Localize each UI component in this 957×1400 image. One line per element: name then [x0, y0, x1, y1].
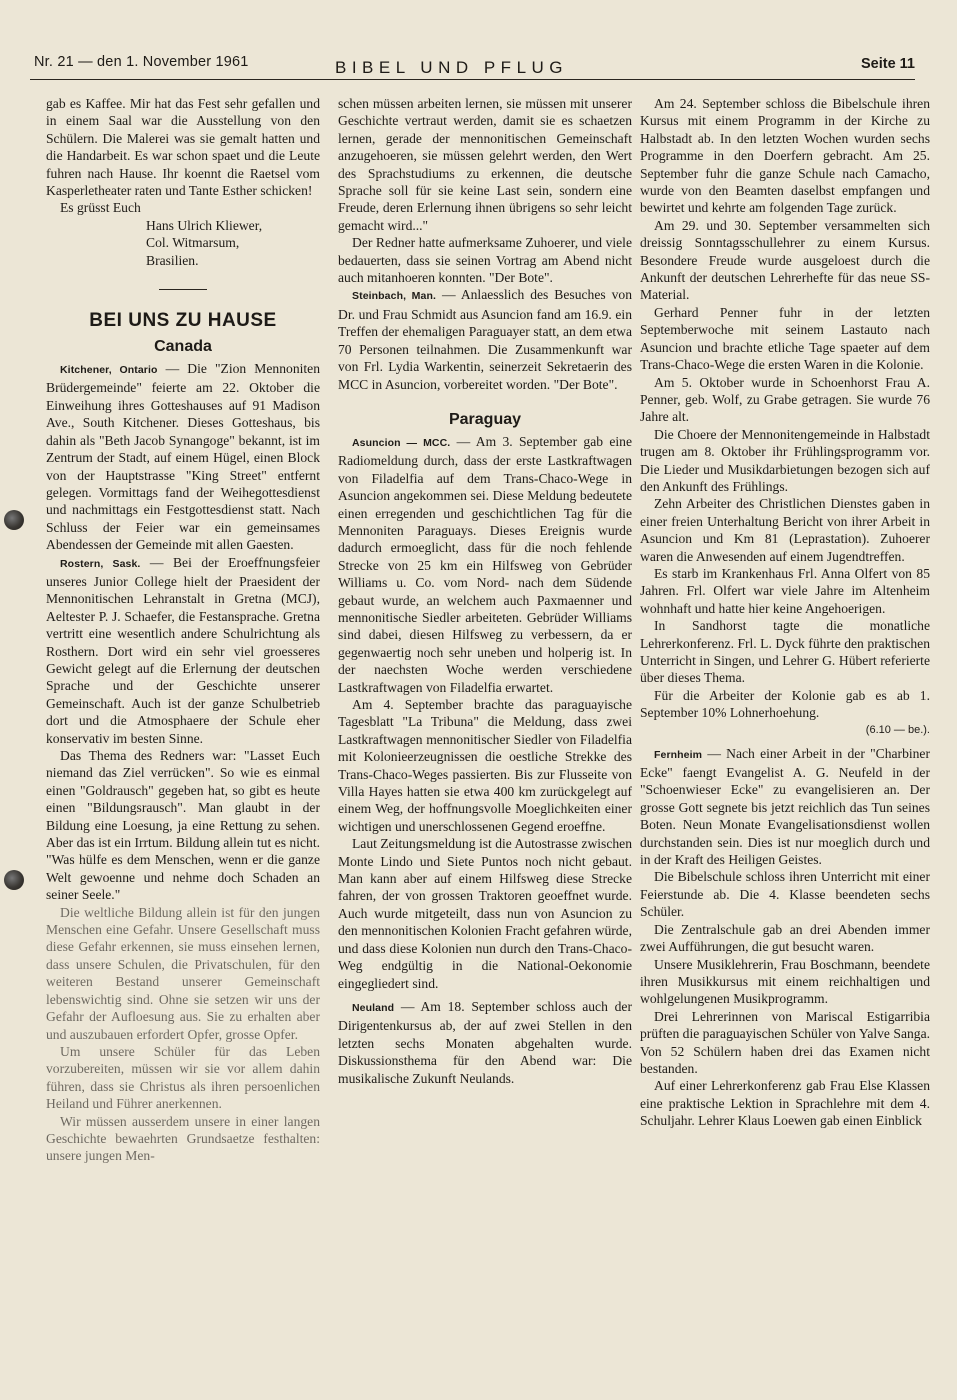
- region-heading-canada: Canada: [154, 338, 212, 356]
- article-kitchener: [46, 360, 320, 553]
- paragraph: Unsere Musiklehrerin, Frau Boschmann, beendete ihren Musikkursus mit einem reichhaltigen und wohlgelungenen Musikprogramm.: [640, 956, 930, 1007]
- dateline-neuland: Neuland: [352, 1001, 395, 1014]
- source-credit: (6.10 — be.).: [865, 723, 930, 736]
- paragraph: Am 5. Oktober wurde in Schoenhorst Frau A. Penner, geb. Wolf, zu Grabe getragen. Sie wurde 76 Jahre alt.: [640, 374, 930, 425]
- dateline-asuncion: Asuncion — MCC.: [352, 436, 451, 449]
- column-2: [338, 95, 632, 1390]
- paragraph: Wir müssen ausserdem unsere in einer langen Geschichte bewaehrten Grundsaetze festhalten: unsere jungen Men-: [46, 1113, 320, 1164]
- paragraph: Um unsere Schüler für das Leben vorzubereiten, müssen wir sie vor allem dahin führen, dass sie Christus als ihren persoenlichen Heiland und Führer anerkennen.: [46, 1043, 320, 1112]
- dateline-steinbach: Steinbach, Man.: [352, 290, 437, 303]
- paragraph: Auf einer Lehrerkonferenz gab Frau Else Klassen eine praktische Lektion in Sprachlehre mit dem 4. Schuljahr. Lehrer Klaus Loewen gab einen Einblick: [640, 1078, 930, 1129]
- page-number: Seite 11: [860, 56, 915, 72]
- article-neuland-text: — Am 18. September schloss auch der Dirigentenkursus ab, der auf zwei Stellen in den letzten sechs Monaten abgehalten wurde. Diskussionsthema für den Abend war: Die musikalische Zukunft Neulands.: [338, 998, 632, 1086]
- paragraph: Für die Arbeiter der Kolonie gab es ab 1. September 10% Lohnerhoehung.: [640, 687, 930, 721]
- article-steinbach-text: — Anlaesslich des Besuches von Dr. und Frau Schmidt aus Asuncion fand am 16.9. ein Treffen der ehemaligen Paraguayer statt, an dem etwa 70 Personen teilnahmen. Die Zusammenkunft war von Frl. Lydia Warkentin, seinerzeit Sekretaerin des MCC in Asuncion, vorbereitet worden. "Der Bote".: [338, 287, 632, 392]
- dateline-kitchener: Kitchener, Ontario: [60, 364, 158, 377]
- paragraph: Das Thema des Redners war: "Lasset Euch niemand das Ziel verrücken". So wie es einmal einen "Goldrausch" gegeben hat, so gibt es heute einen "Bildungsrausch". Man glaubt in der Bildung eine Loesung, ja eine Rettung zu sehen. Aber das ist ein Irrtum. Bildung allein tut es nicht. "Was hülfe es dem Menschen, wenn er die ganze Welt gewoenne und nehme doch Schaden an seiner Seele.": [46, 748, 320, 903]
- article-rosthern-text: — Bei der Eroeffnungsfeier unseres Junior College hielt der Praesident der Mennonitischen Lehranstalt in Gretna (MCJ), Aeltester P. J. Schaefer, die Festansprache. Gretna vertritt eine wesentlich andere Schulrichtung als Rosthern. Dort wird ein sehr viel groesseres Gewicht gelegt auf die Erlernung der deutschen Sprache und der Geschichte unserer Gemeinschaft. Auch ist der ganze Schulbetrieb dort und die Atmosphaere der Schule eher konservativ im besten Sinne.: [46, 554, 320, 746]
- article-steinbach: [338, 286, 632, 392]
- paragraph: Die weltliche Bildung allein ist für den jungen Menschen eine Gefahr. Unsere Gesellschaft muss diese Gefahr erkennen, sie muss einsehen lernen, dass unsere Schulen, die Privatschulen, für den weiteren Bestand unserer Gemeinschaft lebenswichtig sind. Ohne sie setzen wir uns der Gefahr der Aufloesung aus. Sie zu erhalten aber und auszubauen erfordert Opfer, grosse Opfer.: [46, 904, 320, 1042]
- paragraph: Am 4. September brachte das paraguayische Tagesblatt "La Tribuna" die Meldung, dass zwei Lastkraftwagen mennonitischer Siedler von Filadelfia mit Kolonieerzeugnissen die oestliche Strekke des Trans-Chaco-Weges passierten. Bis zur Flusseite von Villa Hayes hatten sie etwa 400 km zurückgelegt auf einem Weg, der hoffnungsvolle Moeglichkeiten einer wichtigen und unerschlossenen Gegend eroeffne.: [338, 697, 632, 834]
- article-asuncion: [338, 433, 632, 696]
- paragraph: Die Choere der Mennonitengemeinde in Halbstadt trugen am 8. Oktober ihr Frühlingsprogramm vor. Die Lieder und Musikdarbietungen bezogen sich auf den Ankunft des Frühlings.: [640, 426, 930, 494]
- letter-greeting: Es grüsst Euch: [60, 200, 141, 216]
- punch-hole-icon: [4, 870, 24, 890]
- paragraph: Es starb im Krankenhaus Frl. Anna Olfert von 85 Jahren. Frl. Olfert war viele Jahre im Altenheim wohnhaft und hatte hier keine Angehoerigen.: [640, 565, 930, 616]
- dateline-rosthern: Rostern, Sask.: [60, 557, 141, 570]
- signature-place: Col. Witmarsum,: [146, 235, 240, 251]
- punch-hole-icon: [4, 510, 24, 530]
- article-neuland: [338, 998, 632, 1087]
- paragraph: Am 29. und 30. September versammelten sich dreissig Sonntagsschullehrer zu einem Kursus. Besondere Freude wurde ausgeloest durch die Ankunft der deutschen Lehrerhefte für das neue SS-Material.: [640, 217, 930, 303]
- paragraph: Gerhard Penner fuhr in der letzten Septemberwoche mit seinem Lastauto nach Asuncion und brachte etliche Tage spaeter auf dem Trans-Chaco-Wege die ersten Waren in die Kolonie.: [640, 304, 930, 373]
- paragraph: Zehn Arbeiter des Christlichen Dienstes gaben in einer freien Unterhaltung Bericht von ihrer Arbeit in Asuncion und Km 81 (Leprastation). Zuhoerer waren die Anwesenden auf einem Jugendtreffen.: [640, 496, 930, 564]
- section-divider: [159, 289, 207, 290]
- paragraph: Drei Lehrerinnen von Mariscal Estigarribia prüften die paraguayischen Schüler von Yalve Sanga. Von 52 Schülern haben drei das Examen nicht bestanden.: [640, 1008, 930, 1076]
- dateline-fernheim: Fernheim: [654, 748, 703, 761]
- letter-text: gab es Kaffee. Mir hat das Fest sehr gefallen und in einem Saal war die Ausstellung von den Schülern. Die Malerei was sie gemalt hatten und die Handarbeit. Es war schon spaet und die Leute fuhren nach Hause. Ihr koennt die Raetsel vom Kasperletheater raten und Tante Esther schicken!: [46, 96, 320, 199]
- article-fernheim-text: — Nach einer Arbeit in der "Charbiner Ecke" faengt Evangelist A. G. Neufeld in der "Schoenwieser Ecke" zu evangelisieren an. Der grosse Gott segnete bis jetzt reichlich das Tun seines Boten. Neun Monate Evangelisationsdienst wollen durchstanden sein. Dies ist nur moeglich durch und in der Kraft des Heiligen Geistes.: [640, 745, 930, 868]
- masthead-title: BIBEL UND PFLUG: [335, 58, 569, 77]
- column-3: [640, 95, 930, 1390]
- header-rule: [30, 79, 915, 80]
- article-kitchener-text: — Die "Zion Mennoniten Brüdergemeinde" feierte am 22. Oktober die Einweihung ihres Gotteshauses auf 91 Madison Ave., South Kitchener. Dieses Gotteshaus, bis dahin als "Beth Jacob Synangoge" bekannt, ist im Zentrum der Stadt, auf einem Hügel, einen Block von der Hauptstrasse "King Street" entfernt gelegen. Vormittags fand der Weihegottesdienst und nachmittags ein Festgottesdienst statt. Nach Schluss der Feier war ein gemeinsames Abendessen der Gemeinde mit allen Gaesten.: [46, 361, 320, 553]
- column-1: [46, 95, 320, 1390]
- paragraph: Der Redner hatte aufmerksame Zuhoerer, und viele bedauerten, dass sie seinen Vortrag am Abend nicht auch mitanhoeren konnten. "Der Bote".: [338, 235, 632, 286]
- letter-signature: [146, 217, 320, 269]
- paragraph: schen müssen arbeiten lernen, sie müssen mit unserer Geschichte vertraut werden, damit sie es schaetzen lernen, gerade der mennonitischen Gemeinschaft anzugehoeren, sie müssen gelehrt werden, den Wert des Sprachstudiums zu erkennen, die deutsche Sprache soll für sie keine Last sein, sondern eine Freude, deren Erlernung ihnen übrigens so sehr leicht gemacht wird...": [338, 96, 632, 233]
- issue-info: Nr. 21 — den 1. November 1961: [34, 54, 249, 70]
- region-heading-paraguay: Paraguay: [448, 410, 522, 428]
- paragraph: Am 24. September schloss die Bibelschule ihren Kursus mit einem Programm in der Kirche zu Halbstadt ab. In den letzten Wochen wurden sechs Programme in den Doerfern gebracht. Am 25. September fuhr die ganze Schule nach Camacho, wurde von den Beamten daselbst empfangen und bewirtet und kehrte am folgenden Tage zurück.: [640, 96, 930, 216]
- article-fernheim: [640, 745, 930, 869]
- paragraph: In Sandhorst tagte die monatliche Lehrerkonferenz. Frl. L. Dyck führte den praktischen Unterricht in Singen, und Lehrer G. Hübert referierte über dieses Thema.: [640, 618, 930, 686]
- page-header: [30, 52, 915, 82]
- article-rosthern: [46, 554, 320, 747]
- paragraph: Die Bibelschule schloss ihren Unterricht mit einer Feierstunde ab. Die 4. Klasse beendeten sechs Schüler.: [640, 869, 930, 920]
- section-title: BEI UNS ZU HAUSE: [89, 310, 277, 332]
- signature-country: Brasilien.: [146, 252, 199, 268]
- paragraph: Die Zentralschule gab an drei Abenden immer zwei Aufführungen, die gut besucht waren.: [640, 921, 930, 955]
- paragraph: Laut Zeitungsmeldung ist die Autostrasse zwischen Monte Lindo und Siete Puntos noch nicht gebaut. Man kann aber auf einem Hilfsweg diese Strecke fahren, der von grossen Traktoren geoeffnet wurde. Auch wurde mitgeteilt, dass nun von Asuncion zu den mennonitischen Kolonien Fracht gefahren würde, und dass diese Kolonien nun durch den Trans-Chaco-Weg endgültig in die National-Oekonomie eingegliedert sind.: [338, 836, 632, 991]
- signature-name: Hans Ulrich Kliewer,: [146, 217, 263, 233]
- article-asuncion-text: — Am 3. September gab eine Radiomeldung durch, dass der erste Lastkraftwagen von Filadelfia auf dem Trans-Chaco-Wege in Asuncion angekommen sei. Diese Meldung bedeutete einen erregenden und geschichtlichen Tag für die Mennoniten Paraguays. Dieses Ereignis wurde dadurch ermoeglicht, dass für die noch fehlende Strecke von 25 km ein Hilfsweg von Gebrüder Williams u. Co. vom Nord- nach dem Südende gebaut wurde, an welchem auch Paxmaenner und mennonitische Siedler arbeiteten. Gebrüder Williams sind dabei, diesen Hilfsweg zu verbessern, da er gegenwaertig noch sehr uneben und holperig ist. In der naechsten Woche werden verschiedene Lastkraftwagen von Filadelfia erwartet.: [338, 433, 632, 695]
